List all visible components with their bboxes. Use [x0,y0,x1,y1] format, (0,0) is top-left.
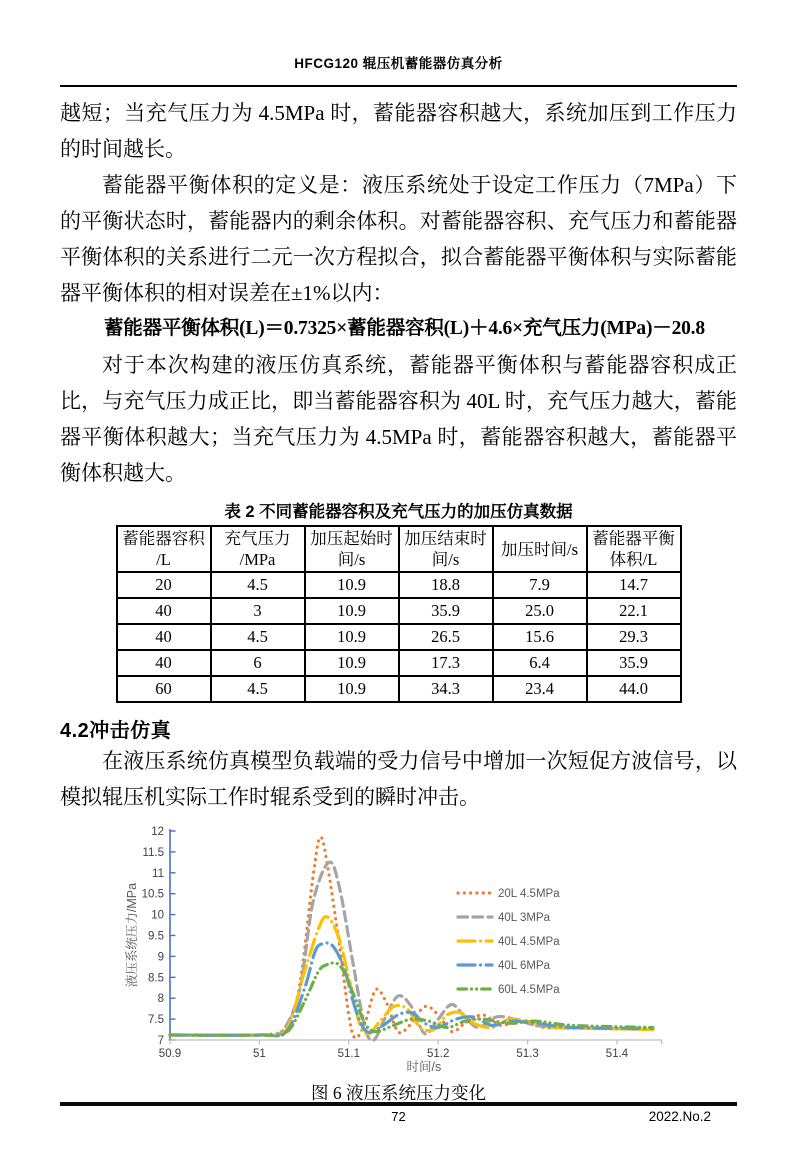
x-tick-label: 51.1 [337,1048,360,1060]
running-header: HFCG120 辊压机蓄能器仿真分析 [294,56,503,71]
y-axis-title: 液压系统压力/MPa [125,882,139,988]
y-tick-label: 11.5 [142,846,164,859]
legend-label-1: 40L 3MPa [498,912,550,924]
table-cell: 6.4 [493,650,587,676]
table-row [117,624,681,650]
table-header-cell: 蓄能器平衡 体积/L [587,526,681,572]
table-cell: 40 [117,598,211,624]
simulation-table [116,525,682,703]
legend-label-4: 60L 4.5MPa [498,984,560,996]
x-tick-label: 50.9 [158,1048,182,1060]
x-tick-label: 51.2 [427,1048,450,1060]
table-cell: 4.5 [211,624,305,650]
y-tick-label: 7.5 [148,1014,164,1027]
x-tick-label: 51.4 [605,1048,629,1060]
series-line-40L-6MPa [170,943,653,1036]
table-cell: 6 [211,650,305,676]
y-tick-label: 10 [151,909,164,922]
paragraph-impact: 在液压系统仿真模型负载端的受力信号中增加一次短促方波信号，以模拟辊压机实际工作时辊系受到的瞬时冲击。 [60,749,737,809]
table-row [117,676,681,702]
footer-rule [60,1102,737,1106]
page-number: 72 [391,1109,406,1124]
page [0,52,793,1174]
table-header-cell: 蓄能器容积 /L [117,526,211,572]
y-tick-label: 10.5 [141,888,164,901]
table-cell: 15.6 [493,624,587,650]
y-tick-label: 9.5 [148,930,164,943]
table-header-cell: 加压时间/s [493,526,587,572]
table-cell: 18.8 [399,572,493,598]
pressure-chart [124,821,694,1073]
x-tick-label: 51.3 [516,1048,539,1060]
table-header-cell: 充气压力 /MPa [211,526,305,572]
table-cell: 4.5 [211,572,305,598]
balance-volume-formula: 蓄能器平衡体积(L)＝0.7325×蓄能器容积(L)＋4.6×充气压力(MPa)－20.8 [104,318,705,339]
x-axis-title: 时间/s [406,1060,442,1073]
table-cell: 26.5 [399,624,493,650]
x-tick-label: 51 [253,1048,266,1060]
table-cell: 40 [117,650,211,676]
table-cell: 35.9 [587,650,681,676]
legend-label-2: 40L 4.5MPa [498,936,560,948]
issue-label: 2022.No.2 [648,1109,711,1124]
table-cell: 10.9 [305,598,399,624]
table-body [117,572,681,702]
table-cell: 14.7 [587,572,681,598]
table-cell: 20 [117,572,211,598]
table-cell: 10.9 [305,624,399,650]
figure-caption: 图 6 液压系统压力变化 [311,1083,486,1103]
paragraph-analysis: 对于本次构建的液压仿真系统，蓄能器平衡体积与蓄能器容积成正比，与充气压力成正比，即当蓄能器容积为 40L 时，充气压力越大，蓄能器平衡体积越大；当充气压力为 4.5MPa 时，蓄能器容积越大，蓄能器平衡体积越大。 [60,353,737,485]
table-cell: 34.3 [399,676,493,702]
paragraph-continuation: 越短；当充气压力为 4.5MPa 时，蓄能器容积越大，系统加压到工作压力的时间越长。 [60,101,737,161]
page-content [0,52,793,1105]
paragraph-definition: 蓄能器平衡体积的定义是：液压系统处于设定工作压力（7MPa）下的平衡状态时，蓄能器内的剩余体积。对蓄能器容积、充气压力和蓄能器平衡体积的关系进行二元一次方程拟合，拟合蓄能器平衡体积与实际蓄能器平衡体积的相对误差在±1%以内： [60,173,737,305]
figure-chart-area [124,821,737,1078]
table-header-cell: 加压结束时 间/s [399,526,493,572]
table-cell: 10.9 [305,572,399,598]
header-rule [60,85,737,87]
table-cell: 22.1 [587,598,681,624]
y-tick-label: 8.5 [148,972,164,985]
series-line-60L-4.5MPa [170,963,653,1036]
table-cell: 35.9 [399,598,493,624]
table-row [117,650,681,676]
y-tick-label: 9 [157,951,164,964]
table-cell: 44.0 [587,676,681,702]
table-row [117,572,681,598]
table-header-row [117,526,681,572]
table-cell: 17.3 [399,650,493,676]
table-cell: 23.4 [493,676,587,702]
legend-label-3: 40L 6MPa [498,960,550,972]
table-cell: 10.9 [305,676,399,702]
legend-label-0: 20L 4.5MPa [498,888,560,900]
y-tick-label: 11 [152,867,164,880]
table-cell: 3 [211,598,305,624]
table-cell: 60 [117,676,211,702]
y-tick-label: 7 [157,1035,164,1047]
y-tick-label: 12 [151,826,164,838]
table-cell: 29.3 [587,624,681,650]
table-head [117,526,681,572]
page-footer [60,1102,737,1142]
table-cell: 40 [117,624,211,650]
table-header-cell: 加压起始时 间/s [305,526,399,572]
y-tick-label: 8 [157,993,164,1006]
table-cell: 25.0 [493,598,587,624]
table-cell: 7.9 [493,572,587,598]
table-cell: 4.5 [211,676,305,702]
section-heading: 4.2冲击仿真 [60,720,172,742]
table-row [117,598,681,624]
table-cell: 10.9 [305,650,399,676]
table-title: 表 2 不同蓄能器容积及充气压力的加压仿真数据 [224,503,573,521]
